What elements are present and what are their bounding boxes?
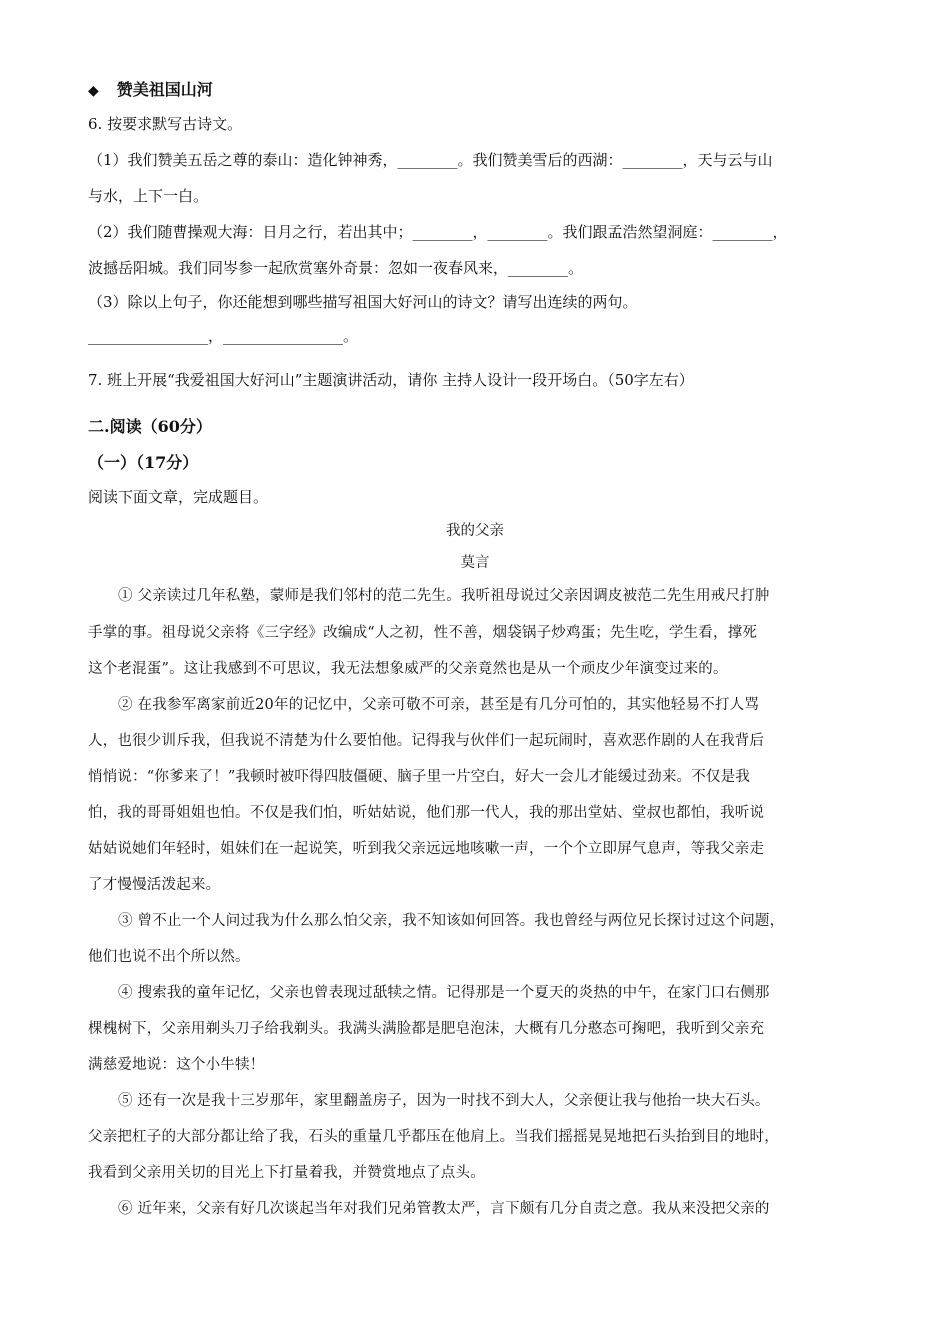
article-line: 姑姑说她们年轻时，姐妹们在一起说笑，听到我父亲远远地咳嗽一声，一个个立即屏气息声，等我父亲走	[88, 841, 765, 857]
article-line: 手掌的事。祖母说父亲将《三字经》改编成“人之初，性不善，烟袋锅子炒鸡蛋；先生吃，学生看，撑死	[88, 625, 758, 641]
article-author: 莫言	[460, 555, 490, 571]
article-line: 悄悄说：“你爹来了！”我顿时被吓得四肢僵硬、脑子里一片空白，好大一会儿才能缓过劲来。不仅是我	[88, 769, 751, 785]
question-6-part-1-cont: 与水，上下一白。	[88, 187, 209, 205]
article-line: 父亲把杠子的大部分都让给了我，石头的重量几乎都压在他肩上。当我们摇摇晃晃地把石头抬到目的地时，	[88, 1129, 779, 1145]
section-heading-praise	[88, 80, 213, 101]
article-line: ⑥ 近年来，父亲有好几次谈起当年对我们兄弟管教太严，言下颇有几分自责之意。我从来没把父亲的	[118, 1201, 770, 1217]
question-6-part-3-blanks: ________________，________________。	[88, 327, 359, 345]
article-line: ⑤ 还有一次是我十三岁那年，家里翻盖房子，因为一时找不到大人，父亲便让我与他抬一块大石头。	[118, 1093, 770, 1109]
article-line: ① 父亲读过几年私塾，蒙师是我们邻村的范二先生。我听祖母说过父亲因调皮被范二先生用戒尺打肿	[118, 588, 770, 604]
article-line: 棵槐树下，父亲用剃头刀子给我剃头。我满头满脸都是肥皂泡沫，大概有几分憨态可掬吧，我听到父亲充	[88, 1021, 765, 1037]
article-line: 这个老混蛋”。这让我感到不可思议，我无法想象威严的父亲竟然也是从一个顽皮少年演变过来的。	[88, 661, 728, 677]
question-6-part-1: （1）我们赞美五岳之尊的泰山：造化钟神秀，________。我们赞美雪后的西湖：________，天与云与山	[88, 151, 773, 169]
question-6-part-2-cont: 波撼岳阳城。我们同岑参一起欣赏塞外奇景：忽如一夜春风来，________。	[88, 259, 584, 277]
article-line: 他们也说不出个所以然。	[88, 949, 250, 965]
section-title: 赞美祖国山河	[116, 80, 213, 99]
question-6-part-2: （2）我们随曹操观大海：日月之行，若出其中；________，________。我们跟孟浩然望洞庭：________，	[88, 223, 788, 241]
question-6-stem: 6. 按要求默写古诗文。	[88, 115, 243, 133]
reading-instruction: 阅读下面文章，完成题目。	[88, 488, 269, 506]
article-line: 人，也很少训斥我，但我说不清楚为什么要怕他。记得我与伙伴们一起玩闹时，喜欢恶作剧的人在我背后	[88, 733, 765, 749]
question-7: 7. 班上开展“我爱祖国大好河山”主题演讲活动，请你 主持人设计一段开场白。（50字左右）	[88, 371, 694, 389]
article-line: 我看到父亲用关切的目光上下打量着我，并赞赏地点了点头。	[88, 1165, 485, 1181]
subsection-heading: （一）（17分）	[88, 453, 199, 472]
article-title: 我的父亲	[446, 523, 504, 539]
diamond-bullet-icon: ◆	[88, 83, 99, 99]
article-line: ② 在我参军离家前近20年的记忆中，父亲可敬不可亲，甚至是有几分可怕的，其实他轻易不打人骂	[118, 697, 760, 713]
article-line: ③ 曾不止一个人问过我为什么那么怕父亲，我不知该如何回答。我也曾经与两位兄长探讨过这个问题，	[118, 913, 785, 929]
article-line: 怕，我的哥哥姐姐也怕。不仅是我们怕，听姑姑说，他们那一代人，我的那出堂姑、堂叔也都怕，我听说	[88, 805, 765, 821]
article-line: ④ 搜索我的童年记忆，父亲也曾表现过舐犊之情。记得那是一个夏天的炎热的中午，在家门口右侧那	[118, 985, 770, 1001]
article-line: 了才慢慢活泼起来。	[88, 877, 221, 893]
article-line: 满慈爱地说：这个小牛犊！	[88, 1057, 265, 1073]
question-6-part-3: （3）除以上句子，你还能想到哪些描写祖国大好河山的诗文？请写出连续的两句。	[88, 293, 638, 311]
section-heading-reading: 二.阅读（60分）	[88, 417, 212, 436]
